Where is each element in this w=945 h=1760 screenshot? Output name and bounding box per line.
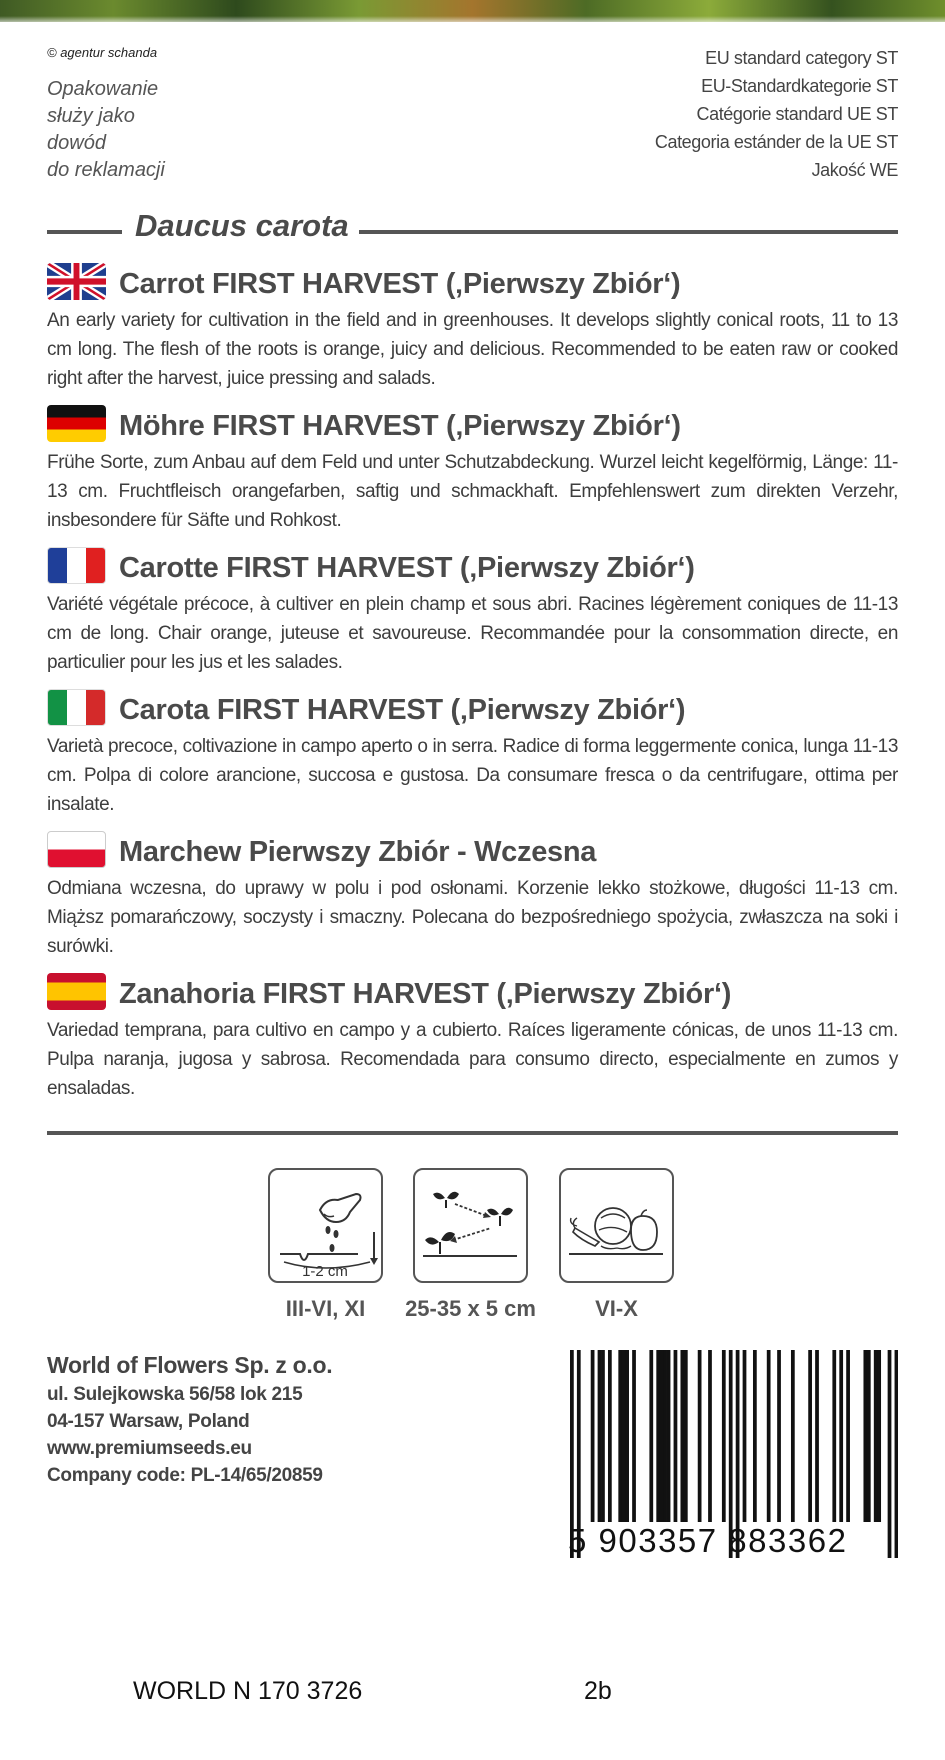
- barcode-bar: [674, 1350, 678, 1522]
- sowing-period-label: III-VI, XI: [285, 1296, 366, 1321]
- italy-flag-icon: [47, 689, 106, 726]
- barcode-bar: [625, 1350, 629, 1522]
- company-address-block: [47, 1350, 332, 1489]
- section-divider: [47, 1131, 898, 1135]
- company-code: Company code: PL-14/65/20859: [47, 1465, 323, 1486]
- packaging-note-line: do reklamacji: [47, 159, 165, 181]
- barcode-bar: [753, 1350, 757, 1522]
- harvest-vegetables-icon: [559, 1168, 674, 1283]
- barcode-bar: [667, 1350, 671, 1522]
- barcode-bar: [608, 1350, 612, 1522]
- barcode-bar: [684, 1350, 688, 1522]
- plant-spacing-label: 25-35 x 5 cm: [405, 1296, 536, 1321]
- harvest-period-label: VI-X: [595, 1296, 638, 1321]
- barcode-bar: [874, 1350, 878, 1522]
- standard-line: Catégorie standard UE ST: [696, 104, 898, 124]
- barcode-bar: [846, 1350, 850, 1522]
- barcode-bar: [791, 1350, 795, 1522]
- standard-line: EU standard category ST: [705, 48, 898, 68]
- barcode-bar: [743, 1350, 747, 1522]
- carrot-foliage-banner: [0, 0, 945, 22]
- language-title: Carota FIRST HARVEST (‚Pierwszy Zbiór‘): [119, 694, 686, 726]
- packaging-note-line: służy jako: [47, 105, 135, 127]
- barcode-bar: [632, 1350, 636, 1522]
- barcode-bar: [867, 1350, 871, 1522]
- barcode-bar: [767, 1350, 771, 1522]
- spain-flag-icon: [47, 973, 106, 1010]
- standard-line: EU-Standardkategorie ST: [701, 76, 898, 96]
- language-description: Odmiana wczesna, do uprawy w polu i pod osłonami. Korzenie lekko stożkowe, długości 11-13 cm. Miąższ pomarańczowy, soczysty i smaczny. Polecana do bezpośredniego spożycia, zwłaszcza na soki i surówki.: [47, 878, 898, 957]
- barcode-bar: [656, 1350, 660, 1522]
- company-website: www.premiumseeds.eu: [47, 1438, 252, 1459]
- france-flag-icon: [47, 547, 106, 584]
- company-address-line: ul. Sulejkowska 56/58 lok 215: [47, 1384, 303, 1405]
- barcode-bar: [598, 1350, 602, 1522]
- standard-line: Jakość WE: [811, 160, 898, 180]
- barcode-bar: [618, 1350, 622, 1522]
- barcode-bar: [877, 1350, 881, 1522]
- barcode-bar: [649, 1350, 653, 1522]
- barcode-bar: [808, 1350, 812, 1522]
- print-revision: 2b: [584, 1677, 612, 1705]
- poland-flag-icon: [47, 831, 106, 868]
- barcode-bar: [863, 1350, 867, 1522]
- print-code: WORLD N 170 3726: [133, 1677, 363, 1705]
- united-kingdom-flag-icon: [47, 263, 106, 300]
- barcode-bar: [832, 1350, 836, 1522]
- barcode-bar: [777, 1350, 781, 1522]
- barcode-bar: [839, 1350, 843, 1522]
- species-name: Daucus carota: [135, 208, 349, 243]
- sowing-depth-value: 1-2 cm: [302, 1263, 348, 1280]
- barcode-bar: [663, 1350, 667, 1522]
- language-description: Variedad temprana, para cultivo en campo y a cubierto. Raíces ligeramente cónicas, de unos 11-13 cm. Pulpa naranja, jugosa y sabrosa. Recomendada para consumo directo, especialmente en zumos y ensaladas.: [47, 1020, 898, 1099]
- species-rule-right: [359, 230, 898, 234]
- barcode-bar: [815, 1350, 819, 1522]
- language-title: Marchew Pierwszy Zbiór - Wczesna: [119, 836, 597, 868]
- standard-line: Categoria estánder de la UE ST: [654, 132, 898, 152]
- barcode-bar: [888, 1350, 892, 1558]
- company-name: World of Flowers Sp. z o.o.: [47, 1352, 333, 1378]
- language-description: Variété végétale précoce, à cultiver en plein champ et sous abri. Racines légèrement coniques de 11-13 cm de long. Chair orange, juteuse et savoureuse. Recommandée pour la consommation directe, en particulier pour les jus et les salades.: [47, 594, 898, 673]
- language-title: Zanahoria FIRST HARVEST (‚Pierwszy Zbiór‘): [119, 978, 732, 1010]
- barcode-bar: [722, 1350, 726, 1522]
- sowing-depth-icon: [268, 1168, 383, 1283]
- packaging-note-line: Opakowanie: [47, 78, 159, 100]
- language-description: Frühe Sorte, zum Anbau auf dem Feld und unter Schutzabdeckung. Wurzel leicht kegelförmig, Länge: 11-13 cm. Fruchtfleisch orangefarben, saftig und schmackhaft. Empfehlenswert zum direkten Verzehr, insbesondere für Säfte und Rohkost.: [47, 452, 898, 531]
- barcode-bar: [895, 1350, 898, 1558]
- barcode-bar: [680, 1350, 684, 1522]
- barcode-bar: [591, 1350, 595, 1522]
- barcode-bar: [698, 1350, 702, 1522]
- copyright-note: © agentur schanda: [47, 45, 158, 60]
- ean-number: 5 903357 883362: [568, 1522, 848, 1559]
- language-title: Carrot FIRST HARVEST (‚Pierwszy Zbiór‘): [119, 268, 681, 300]
- packaging-note-line: dowód: [47, 132, 106, 154]
- language-title: Carotte FIRST HARVEST (‚Pierwszy Zbiór‘): [119, 552, 695, 584]
- barcode-bar: [622, 1350, 626, 1522]
- species-rule-left: [47, 230, 122, 234]
- species-heading: [47, 208, 898, 248]
- company-address-line: 04-157 Warsaw, Poland: [47, 1411, 250, 1432]
- language-description: Varietà precoce, coltivazione in campo aperto o in serra. Radice di forma leggermente conica, lunga 11-13 cm. Polpa di colore arancione, succosa e gustosa. Da consumare fresca o da centrifugare, ottima per insalate.: [47, 736, 898, 815]
- language-description: An early variety for cultivation in the field and in greenhouses. It develops slightly conical roots, 11 to 13 cm long. The flesh of the roots is orange, juicy and delicious. Recommended to be eaten raw or cooked right after the harvest, juice pressing and salads.: [47, 310, 898, 389]
- language-title: Möhre FIRST HARVEST (‚Pierwszy Zbiór‘): [119, 410, 681, 442]
- barcode-bar: [601, 1350, 605, 1522]
- germany-flag-icon: [47, 405, 106, 442]
- barcode-bar: [708, 1350, 712, 1522]
- eu-standard-category-list: [655, 44, 898, 184]
- barcode-bar: [660, 1350, 664, 1522]
- packaging-note: [47, 76, 165, 184]
- plant-spacing-icon: [413, 1168, 528, 1283]
